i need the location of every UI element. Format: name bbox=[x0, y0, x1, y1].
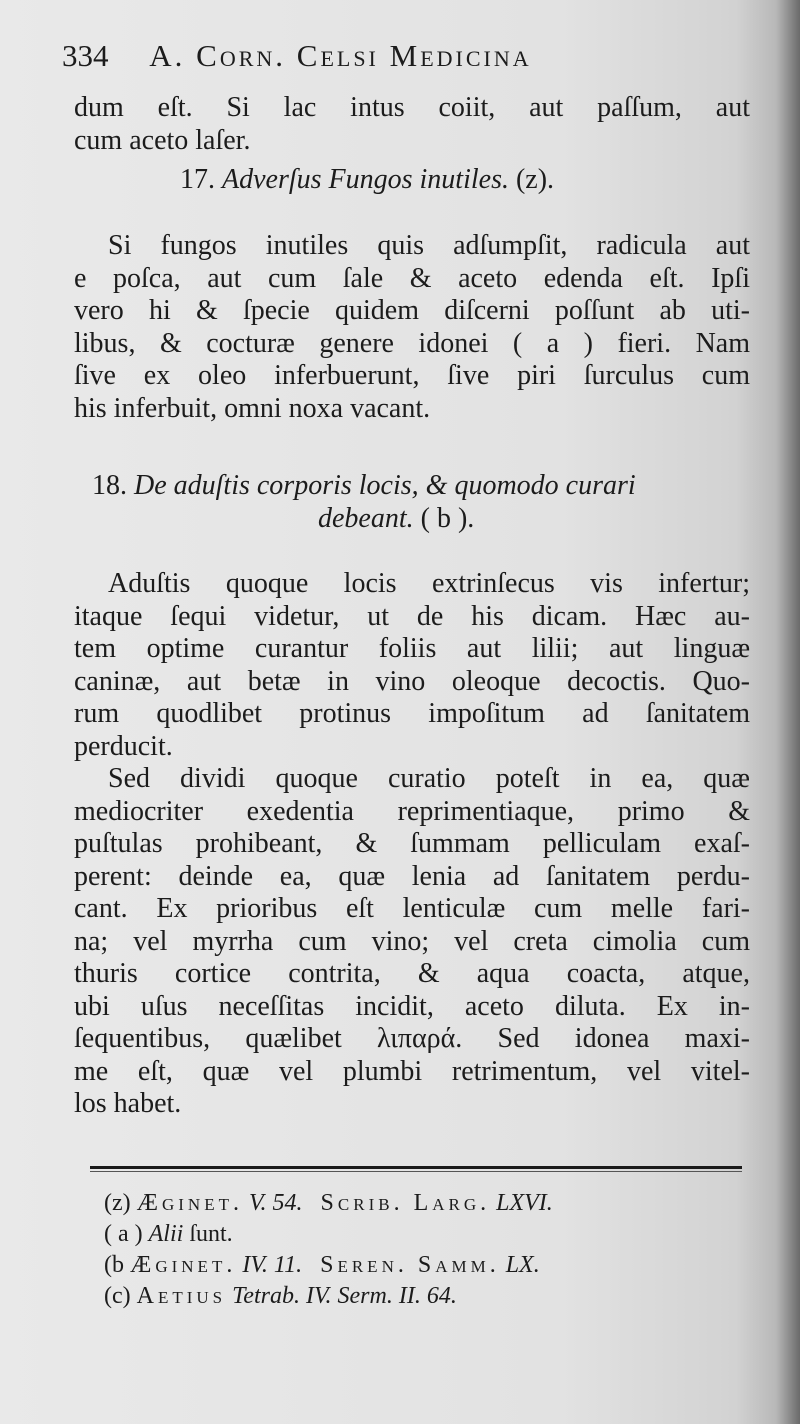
text-line: perent: deinde ea, quæ lenia ad ſanitatem perdu- bbox=[74, 860, 750, 892]
text-line: cant. Ex prioribus eſt lenticulæ cum melle fari- bbox=[74, 893, 750, 924]
page-number: 334 bbox=[62, 38, 109, 73]
text-line: Si fungos inutiles quis adſumpſit, radicula aut bbox=[108, 230, 750, 261]
text-line: vero hi & ſpecie quidem diſcerni poſſunt ab uti- bbox=[74, 295, 750, 326]
section-number: 18. bbox=[92, 470, 127, 501]
paragraph-18b bbox=[74, 763, 750, 1121]
footnote-ref: V. 54. bbox=[248, 1190, 303, 1216]
section-heading-18-cont bbox=[318, 503, 474, 536]
text-line: ſequentibus, quælibet λιπαρά. Sed idonea maxi- bbox=[74, 1023, 750, 1054]
text-line: ſive ex oleo inferbuerunt, ſive piri ſurculus cum bbox=[74, 360, 750, 391]
footnote-b bbox=[104, 1250, 754, 1281]
footnote-author: Æginet. bbox=[136, 1190, 243, 1216]
text-line: libus, & cocturæ genere idonei ( a ) fieri. Nam bbox=[74, 327, 750, 359]
footnote-text: ſunt. bbox=[189, 1221, 233, 1247]
text-line: e poſca, aut cum ſale & aceto edenda eſt. Ipſi bbox=[74, 262, 750, 294]
text-line: los habet. bbox=[74, 1088, 182, 1119]
text-line: rum quodlibet protinus impoſitum ad ſanitatem bbox=[74, 698, 750, 729]
footnote-z bbox=[104, 1188, 754, 1219]
text-line: Sed dividi quoque curatio poteſt in ea, quæ bbox=[108, 763, 750, 794]
section-title: De aduſtis corporis locis, & quomodo curari bbox=[134, 470, 636, 501]
footnote-mark: (z) bbox=[104, 1190, 131, 1216]
text-line: Aduſtis quoque locis extrinſecus vis infertur; bbox=[108, 568, 750, 599]
footnote-mark: (b bbox=[104, 1252, 124, 1278]
text-line: itaque ſequi videtur, ut de his dicam. Hæc au- bbox=[74, 600, 750, 632]
text-line: caninæ, aut betæ in vino oleoque decoctis. Quo- bbox=[74, 665, 750, 697]
footnote-author: Æginet. bbox=[130, 1252, 237, 1278]
text-line: tem optime curantur foliis aut lilii; aut linguæ bbox=[74, 633, 750, 664]
footnote-mark: ( a ) bbox=[104, 1221, 143, 1247]
text-line: his inferbuit, omni noxa vacant. bbox=[74, 392, 431, 424]
footnote-c bbox=[104, 1281, 754, 1312]
footnote-rule bbox=[90, 1166, 742, 1169]
section-title: Adverſus Fungos inutiles. bbox=[222, 164, 509, 195]
text-line: mediocriter exedentia reprimentiaque, primo & bbox=[74, 795, 750, 827]
running-title: A. Corn. Celsi Medicina bbox=[149, 38, 532, 73]
section-number: 17. bbox=[180, 164, 215, 195]
text-line: cum aceto laſer. bbox=[74, 124, 251, 156]
footnote-author: Aetius bbox=[136, 1283, 227, 1309]
footnote-text: Alii bbox=[148, 1221, 184, 1247]
text-line: puſtulas prohibeant, & ſummam pelliculam exaſ- bbox=[74, 828, 750, 859]
paragraph-17 bbox=[74, 230, 750, 425]
section-heading-17 bbox=[180, 164, 554, 197]
continued-paragraph bbox=[74, 92, 750, 157]
text-line: me eſt, quæ vel plumbi retrimentum, vel vitel- bbox=[74, 1055, 750, 1087]
footnotes bbox=[104, 1188, 754, 1312]
section-title-cont: debeant. bbox=[318, 503, 414, 534]
footnote-author: Scrib. Larg. bbox=[320, 1190, 491, 1216]
text-line: na; vel myrrha cum vino; vel creta cimolia cum bbox=[74, 925, 750, 957]
footnote-ref: LXVI. bbox=[496, 1190, 553, 1216]
footnote-ref: IV. 11. bbox=[242, 1252, 303, 1278]
text-line: perducit. bbox=[74, 730, 173, 762]
section-heading-18 bbox=[92, 470, 636, 503]
footnote-author: Seren. Samm. bbox=[320, 1252, 500, 1278]
footnote-ref: LX. bbox=[505, 1252, 540, 1278]
text-line: thuris cortice contrita, & aqua coacta, atque, bbox=[74, 958, 750, 989]
footnote-ref: Tetrab. IV. Serm. II. 64. bbox=[232, 1283, 457, 1309]
text-line: ubi uſus neceſſitas incidit, aceto diluta. Ex in- bbox=[74, 990, 750, 1022]
paragraph-18a bbox=[74, 568, 750, 763]
footnote-a bbox=[104, 1219, 754, 1250]
section-reference: ( b ). bbox=[420, 503, 475, 534]
text-line: dum eſt. Si lac intus coiit, aut paſſum, aut bbox=[74, 92, 750, 123]
running-head bbox=[62, 38, 762, 86]
footnote-mark: (c) bbox=[104, 1283, 131, 1309]
section-reference: (z). bbox=[515, 164, 555, 195]
